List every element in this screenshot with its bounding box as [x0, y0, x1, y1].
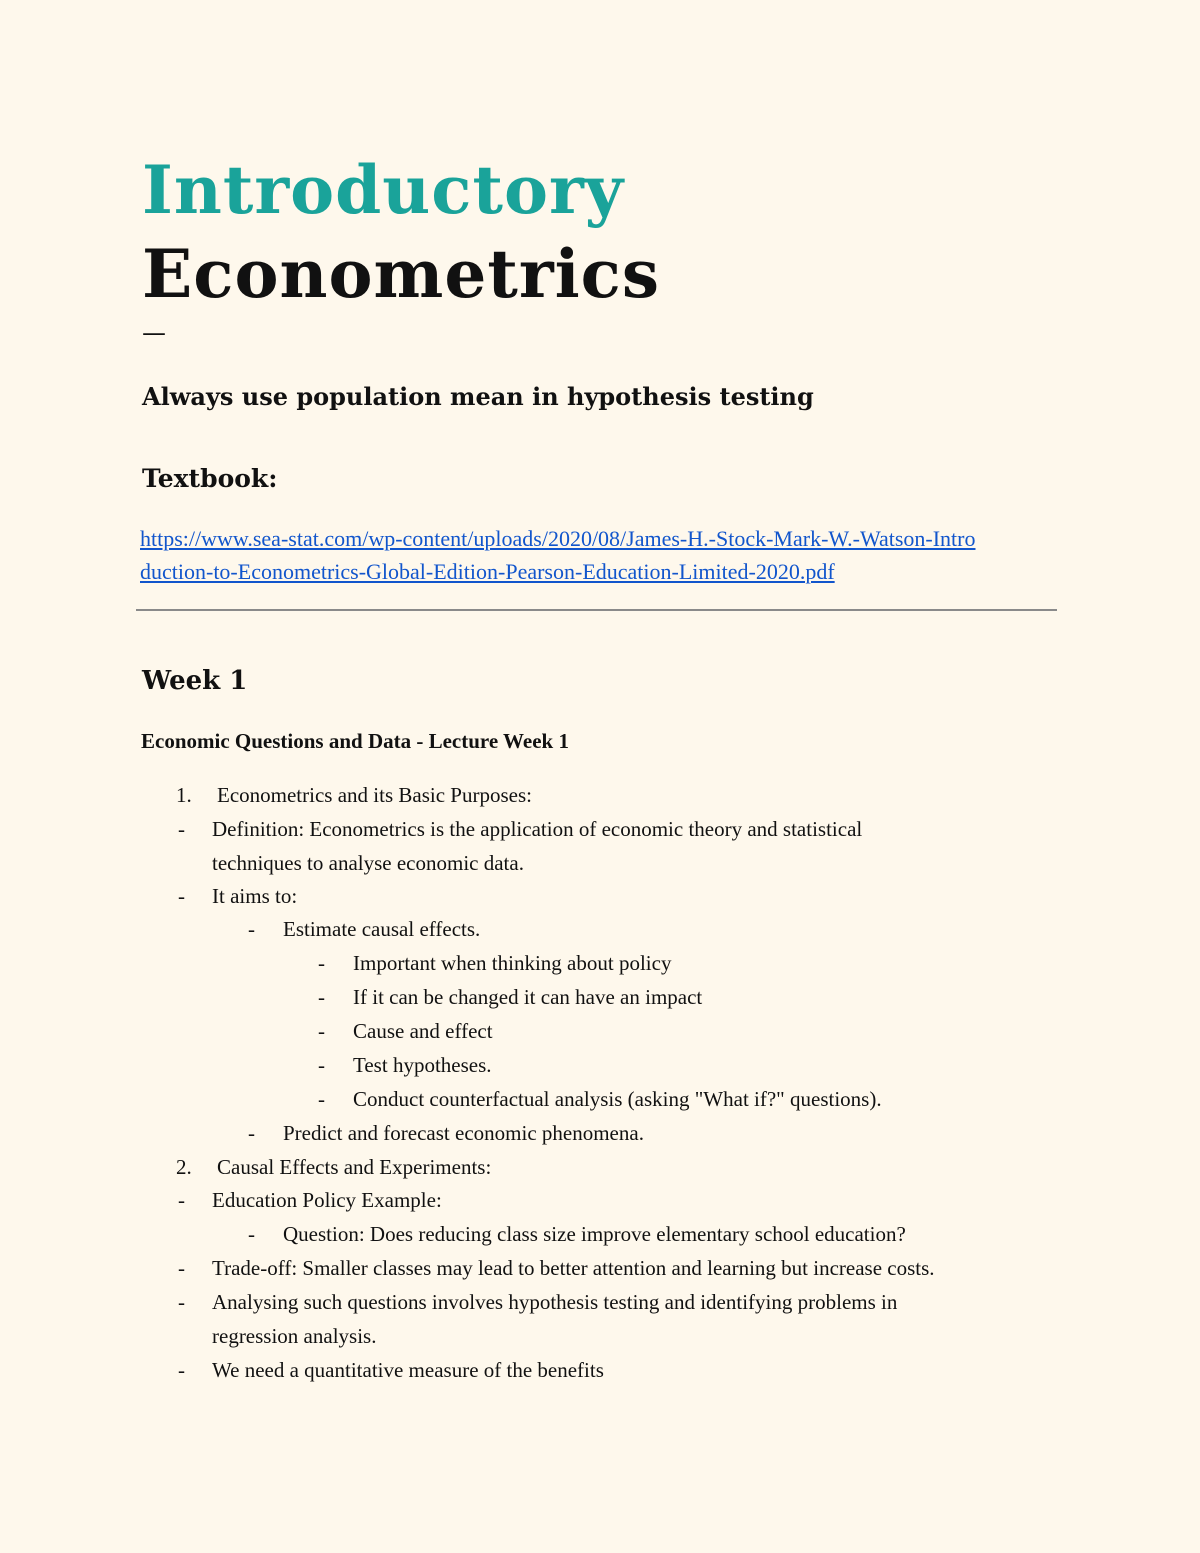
list-item: Question: Does reducing class size improve elementary school education?	[283, 1222, 906, 1246]
list-item: We need a quantitative measure of the benefits	[212, 1358, 604, 1382]
list-marker: -	[248, 917, 255, 941]
list-marker: -	[318, 985, 325, 1009]
list-item: Trade-off: Smaller classes may lead to better attention and learning but increase costs.	[212, 1256, 935, 1280]
list-marker: -	[178, 1358, 185, 1382]
list-item: Definition: Econometrics is the application of economic theory and statistical	[212, 817, 863, 841]
list-marker: -	[178, 817, 185, 841]
list-marker: -	[178, 1290, 185, 1314]
title-line-1: Introductory	[142, 151, 625, 229]
list-marker: -	[318, 1087, 325, 1111]
list-item: Important when thinking about policy	[353, 951, 672, 975]
textbook-link-line-1[interactable]: https://www.sea-stat.com/wp-content/uploads/2020/08/James-H.-Stock-Mark-W.-Watson-Intro	[140, 526, 976, 551]
list-item: Estimate causal effects.	[283, 917, 481, 941]
list-marker: -	[318, 951, 325, 975]
list-item-continuation: techniques to analyse economic data.	[212, 851, 524, 875]
list-marker: -	[248, 1121, 255, 1145]
list-item: Analysing such questions involves hypothesis testing and identifying problems in	[212, 1290, 898, 1314]
list-item-continuation: regression analysis.	[212, 1324, 377, 1348]
list-item: If it can be changed it can have an impact	[353, 985, 703, 1009]
list-marker: -	[248, 1222, 255, 1246]
horizontal-rule	[136, 609, 1057, 611]
list-item: Cause and effect	[353, 1019, 493, 1043]
list-marker: -	[318, 1019, 325, 1043]
list-item: Econometrics and its Basic Purposes:	[217, 783, 532, 807]
list-item: Education Policy Example:	[212, 1188, 442, 1212]
title-line-2: Econometrics	[142, 235, 661, 313]
list-marker: -	[178, 1188, 185, 1212]
list-marker: -	[178, 1256, 185, 1280]
list-item: It aims to:	[212, 884, 298, 908]
week-heading: Week 1	[142, 666, 248, 696]
textbook-link-line-2[interactable]: duction-to-Econometrics-Global-Edition-Pearson-Education-Limited-2020.pdf	[140, 559, 835, 584]
list-item: Conduct counterfactual analysis (asking "What if?" questions).	[353, 1087, 882, 1111]
list-item: Test hypotheses.	[353, 1053, 492, 1077]
list-item: Causal Effects and Experiments:	[217, 1155, 492, 1179]
list-marker: -	[318, 1053, 325, 1077]
note-heading: Always use population mean in hypothesis testing	[142, 382, 814, 411]
list-marker: 2.	[176, 1155, 192, 1179]
list-marker: 1.	[176, 783, 192, 807]
title-separator: —	[142, 319, 166, 347]
textbook-label: Textbook:	[142, 464, 278, 493]
lecture-title: Economic Questions and Data - Lecture Week 1	[141, 729, 569, 753]
list-marker: -	[178, 884, 185, 908]
list-item: Predict and forecast economic phenomena.	[283, 1121, 644, 1145]
